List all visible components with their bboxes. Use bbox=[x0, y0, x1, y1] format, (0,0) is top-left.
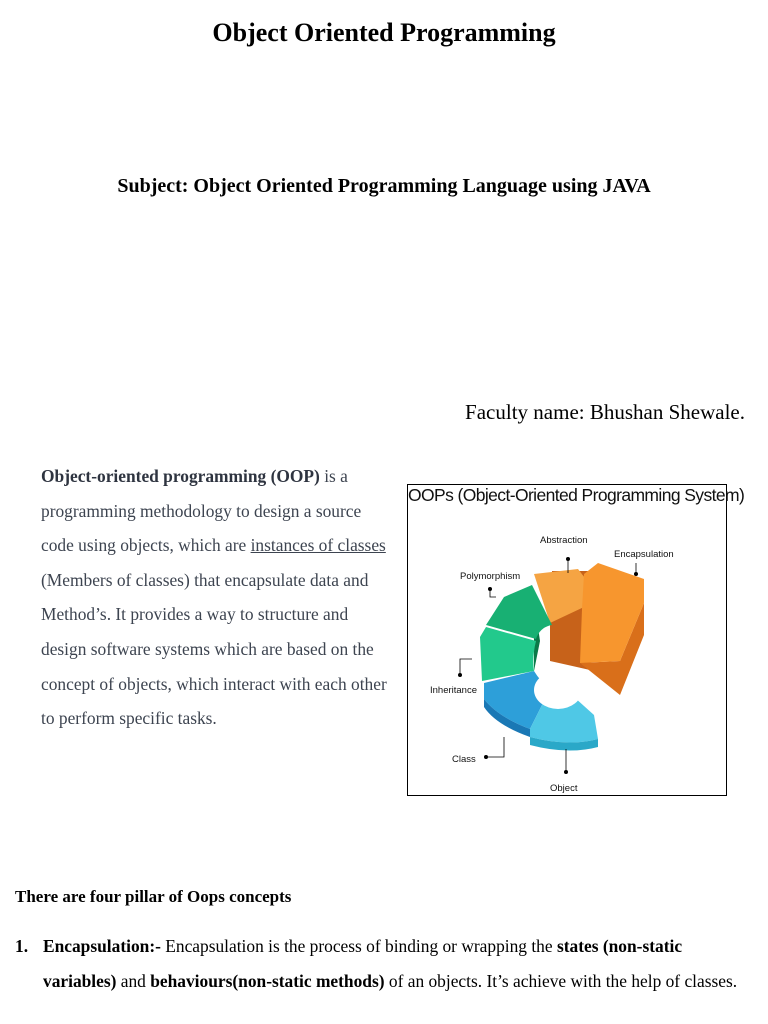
diagram-title: OOPs (Object-Oriented Programming System) bbox=[408, 485, 745, 505]
class-callout-dot bbox=[484, 755, 488, 759]
faculty-name: Faculty name: Bhushan Shewale. bbox=[465, 400, 745, 424]
oops-ring-graphic bbox=[408, 485, 745, 795]
intro-paragraph bbox=[41, 459, 391, 736]
instances-of-classes-link[interactable]: instances of classes bbox=[250, 535, 386, 556]
subject-line: Subject: Object Oriented Programming Language using JAVA bbox=[117, 175, 651, 197]
class-callout-line bbox=[486, 737, 504, 757]
item-text-2: and bbox=[116, 970, 151, 991]
abstraction-callout-dot bbox=[566, 557, 570, 561]
oops-diagram bbox=[407, 484, 745, 796]
inheritance-callout-dot bbox=[458, 673, 462, 677]
intro-text-1: is a programming methodology to design a source code using objects, which are bbox=[41, 466, 362, 556]
intro-text-2: (Members of classes) that encapsulate data and Method’s. It provides a way to structure and design software systems which are based on the concept of objects, which interact with each other to perform specific tasks. bbox=[41, 569, 387, 729]
label-encapsulation: Encapsulation bbox=[614, 549, 674, 560]
list-item-encapsulation bbox=[15, 929, 745, 998]
document-title: Object Oriented Programming bbox=[212, 18, 556, 47]
ring-center bbox=[534, 671, 582, 709]
label-class: Class bbox=[452, 754, 476, 765]
label-polymorphism: Polymorphism bbox=[460, 571, 521, 582]
oop-term: Object-oriented programming (OOP) bbox=[41, 466, 320, 486]
behaviours-term: behaviours(non-static methods) bbox=[150, 970, 385, 991]
polymorphism-callout-dot bbox=[488, 587, 492, 591]
pillars-heading: There are four pillar of Oops concepts bbox=[15, 887, 292, 906]
label-inheritance: Inheritance bbox=[430, 685, 478, 696]
label-abstraction: Abstraction bbox=[540, 535, 588, 546]
label-object: Object bbox=[550, 783, 578, 794]
list-number: 1. bbox=[15, 936, 29, 956]
encapsulation-term: Encapsulation:- bbox=[43, 936, 161, 956]
item-text-1: Encapsulation is the process of binding or wrapping the bbox=[160, 936, 557, 956]
encapsulation-callout-dot bbox=[634, 572, 638, 576]
item-text-3: of an objects. It’s achieve with the help of classes. bbox=[384, 970, 738, 991]
states-term: states (non-static variables) bbox=[43, 936, 683, 991]
list-item-body bbox=[15, 929, 745, 998]
object-callout-dot bbox=[564, 770, 568, 774]
inheritance-callout-line bbox=[460, 659, 472, 675]
